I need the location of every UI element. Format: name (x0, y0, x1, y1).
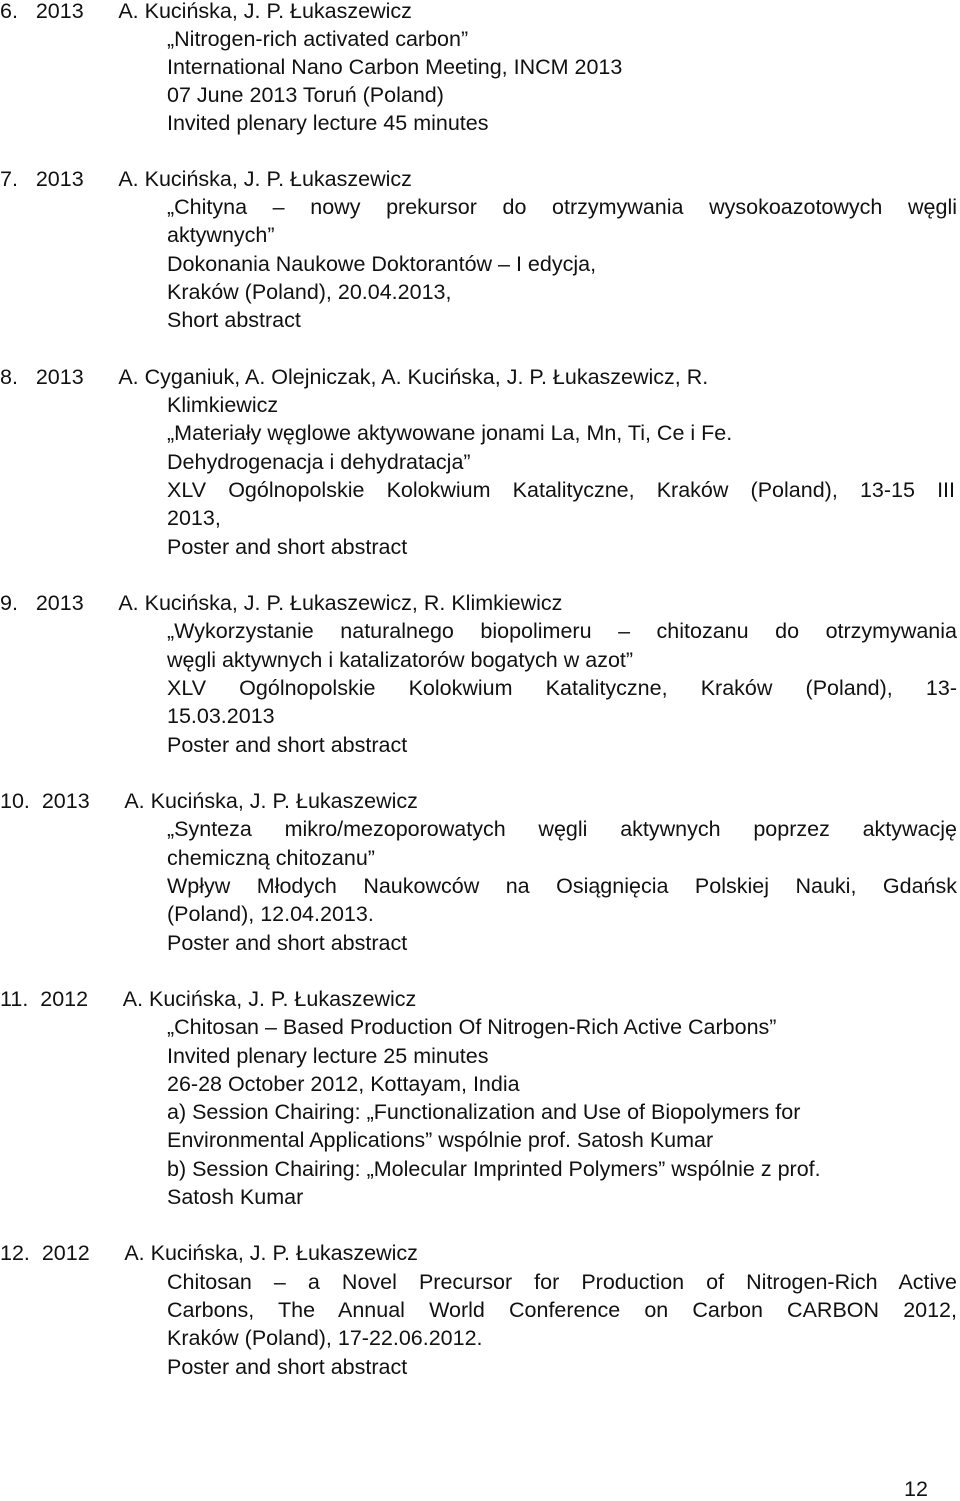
entry-12-title-line-1: Chitosan – a Novel Precursor for Production of Nitrogen-Rich Active (167, 1270, 957, 1294)
entry-6-type: Invited plenary lecture 45 minutes (167, 111, 489, 135)
entry-6-venue: International Nano Carbon Meeting, INCM 2013 (167, 55, 623, 79)
entry-9-venue: XLV Ogólnopolskie Kolokwium Katalityczne, Kraków (Poland), 13- (167, 676, 957, 700)
entry-7-title-line-2: aktywnych” (167, 223, 275, 247)
entry-6-date-place: 07 June 2013 Toruń (Poland) (167, 83, 444, 107)
entry-9-date: 15.03.2013 (167, 704, 275, 728)
entry-6-title: „Nitrogen-rich activated carbon” (167, 27, 469, 51)
entry-12-place-date: Kraków (Poland), 17-22.06.2012. (167, 1326, 483, 1350)
entry-7-title-line-1: „Chityna – nowy prekursor do otrzymywania wysokoazotowych węgli (167, 195, 957, 219)
entry-12-type: Poster and short abstract (167, 1355, 408, 1379)
entry-12-title-line-2: Carbons, The Annual World Conference on Carbon CARBON 2012, (167, 1298, 957, 1322)
entry-7-place-date: Kraków (Poland), 20.04.2013, (167, 280, 452, 304)
entry-10-type: Poster and short abstract (167, 931, 408, 955)
entry-9-title-line-2: węgli aktywnych i katalizatorów bogatych w azot” (167, 648, 634, 672)
entry-10-place-date: (Poland), 12.04.2013. (167, 902, 374, 926)
entry-11-session-b-line-2: Satosh Kumar (167, 1185, 304, 1209)
entry-8-title-line-2: Dehydrogenacja i dehydratacja” (167, 450, 471, 474)
entry-11-title: „Chitosan – Based Production Of Nitrogen-Rich Active Carbons” (167, 1015, 777, 1039)
entry-8-year: 2013, (167, 506, 221, 530)
entry-12-heading: 12. 2012 A. Kucińska, J. P. Łukaszewicz (0, 1241, 418, 1265)
entry-6-heading: 6. 2013 A. Kucińska, J. P. Łukaszewicz (0, 0, 412, 23)
entry-11-type: Invited plenary lecture 25 minutes (167, 1044, 489, 1068)
entry-8-authors-cont: Klimkiewicz (167, 393, 279, 417)
entry-10-venue: Wpływ Młodych Naukowców na Osiągnięcia Polskiej Nauki, Gdańsk (167, 874, 957, 898)
entry-11-date-place: 26-28 October 2012, Kottayam, India (167, 1072, 520, 1096)
entry-10-title-line-2: chemiczną chitozanu” (167, 846, 375, 870)
page-number: 12 (904, 1477, 928, 1501)
entry-9-type: Poster and short abstract (167, 733, 408, 757)
entry-11-session-a-line-1: a) Session Chairing: „Functionalization and Use of Biopolymers for (167, 1100, 801, 1124)
entry-11-heading: 11. 2012 A. Kucińska, J. P. Łukaszewicz (0, 987, 417, 1011)
entry-9-title-line-1: „Wykorzystanie naturalnego biopolimeru – chitozanu do otrzymywania (167, 619, 957, 643)
entry-11-session-a-line-2: Environmental Applications” wspólnie prof. Satosh Kumar (167, 1128, 714, 1152)
entry-8-venue: XLV Ogólnopolskie Kolokwium Katalityczne, Kraków (Poland), 13-15 III (167, 478, 955, 502)
entry-11-session-b-line-1: b) Session Chairing: „Molecular Imprinted Polymers” wspólnie z prof. (167, 1157, 821, 1181)
entry-7-type: Short abstract (167, 308, 301, 332)
entry-9-heading: 9. 2013 A. Kucińska, J. P. Łukaszewicz, R. Klimkiewicz (0, 591, 563, 615)
entry-7-venue: Dokonania Naukowe Doktorantów – I edycja, (167, 252, 597, 276)
entry-8-type: Poster and short abstract (167, 535, 408, 559)
entry-10-heading: 10. 2013 A. Kucińska, J. P. Łukaszewicz (0, 789, 418, 813)
entry-10-title-line-1: „Synteza mikro/mezoporowatych węgli aktywnych poprzez aktywację (167, 817, 957, 841)
entry-7-heading: 7. 2013 A. Kucińska, J. P. Łukaszewicz (0, 167, 412, 191)
entry-8-title-line-1: „Materiały węglowe aktywowane jonami La, Mn, Ti, Ce i Fe. (167, 421, 733, 445)
entry-8-heading: 8. 2013 A. Cyganiuk, A. Olejniczak, A. Kucińska, J. P. Łukaszewicz, R. (0, 365, 709, 389)
